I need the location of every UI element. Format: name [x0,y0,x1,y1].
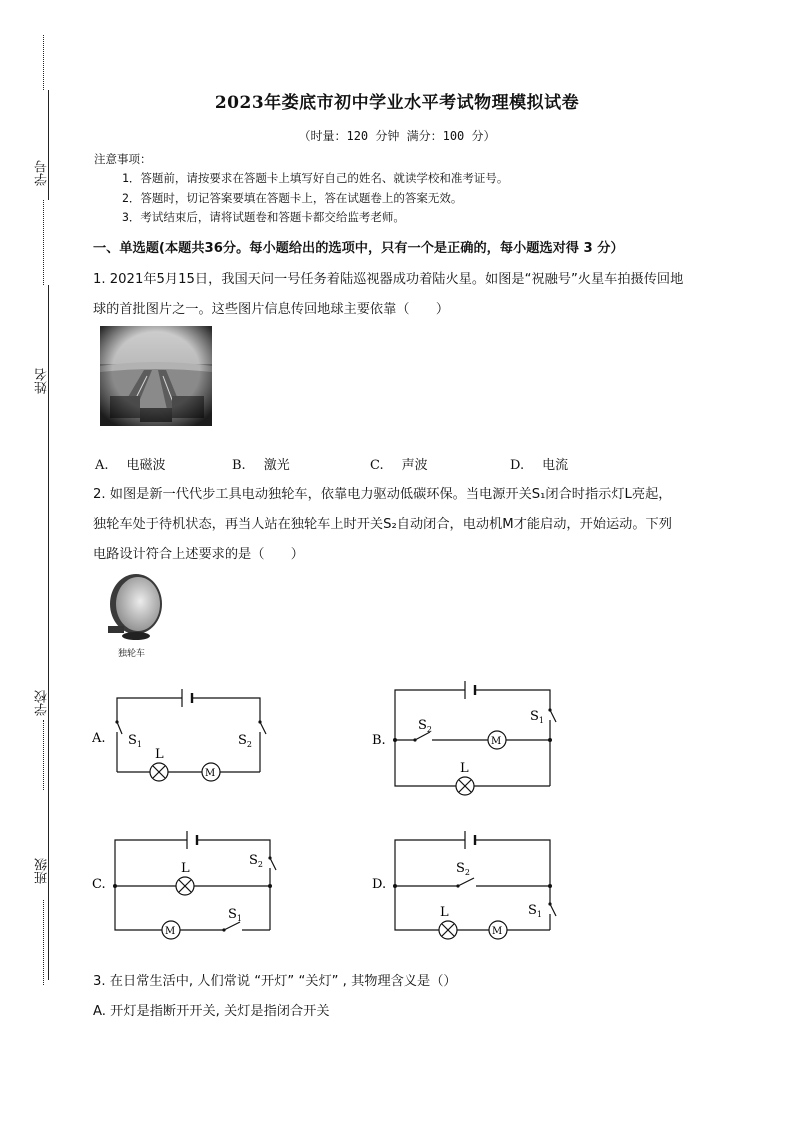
question-1-line: 1. 2021年5月15日，我国天问一号任务着陆巡视器成功着陆火星。如图是“祝融号”火星车拍摄传回地 [93,272,684,287]
circuit-d-letter: D. [372,877,387,892]
circuit-a-letter: A. [92,731,106,746]
field-line [48,540,49,790]
dotted-line [43,720,44,790]
exam-title: 2023年娄底市初中学业水平考试物理模拟试卷 [214,93,580,113]
motor-label: M [165,926,176,937]
s2-label: $S_2$ [238,733,252,749]
section-heading: 一、单选题(本题共36分。每小题给出的选项中，只有一个是正确的，每小题选对得 3 分） [93,241,624,256]
unicycle-caption: 独轮车 [118,649,146,659]
motor-label: M [205,768,216,779]
question-2-line: 电路设计符合上述要求的是（ ） [93,547,304,562]
class-label: 班级 [35,858,50,884]
dotted-line [43,900,44,985]
lamp-label: L [181,861,190,876]
note-item: 1．答题前，请按要求在答题卡上填写好自己的姓名、就读学校和准考证号。 [122,171,509,185]
q1-option-b[interactable]: B. 激光 [232,458,290,473]
note-item: 2．答题时，切记答案要填在答题卡上，答在试题卷上的答案无效。 [122,191,463,205]
motor-label: M [492,926,503,937]
question-2-line: 独轮车处于待机状态，再当人站在独轮车上时开关S₂自动闭合，电动机M才能启动，开始运动。下列 [93,517,672,532]
question-1-line: 球的首批图片之一。这些图片信息传回地球主要依靠（ ） [93,302,450,317]
question-2-line: 2. 如图是新一代代步工具电动独轮车，依靠电力驱动低碳环保。当电源开关S₁闭合时指示灯L亮起， [93,487,672,502]
s1-label: $S_1$ [528,903,542,919]
field-line [48,285,49,540]
s1-label: $S_1$ [128,733,142,749]
q1-option-a[interactable]: A. 电磁波 [95,458,166,473]
question-3-line: 3. 在日常生活中, 人们常说 “开灯” “关灯” , 其物理含义是（） [93,974,457,989]
field-line [48,790,49,980]
s2-label: $S_2$ [456,861,470,877]
motor-label: M [491,736,502,747]
lamp-label: L [155,747,164,762]
notes-heading: 注意事项： [94,152,152,166]
q1-option-c[interactable]: C. 声波 [370,458,428,473]
circuit-c-letter: C. [92,877,106,892]
student-id-label: 学号 [35,160,50,186]
s2-label: $S_2$ [418,718,432,734]
mars-rover-photo [100,326,212,426]
dotted-line [43,200,44,285]
q3-option-a[interactable]: A. 开灯是指断开开关, 关灯是指闭合开关 [93,1004,330,1019]
s2-label: $S_2$ [249,853,263,869]
circuit-d[interactable] [370,820,565,944]
school-label: 学校 [35,690,50,716]
note-item: 3．考试结束后，请将试题卷和答题卡都交给监考老师。 [122,210,405,224]
s1-label: $S_1$ [228,907,242,923]
lamp-label: L [460,761,469,776]
lamp-label: L [440,905,449,920]
dotted-line [43,35,44,90]
circuit-c[interactable] [92,820,287,944]
circuit-b-letter: B. [372,733,386,748]
s1-label: $S_1$ [530,709,544,725]
exam-meta: （时量：120 分钟 满分：100 分） [298,129,496,143]
name-label: 姓名 [35,368,50,394]
q1-option-d[interactable]: D. 电流 [510,458,569,473]
circuit-a[interactable] [92,686,282,788]
circuit-b[interactable] [370,676,565,798]
